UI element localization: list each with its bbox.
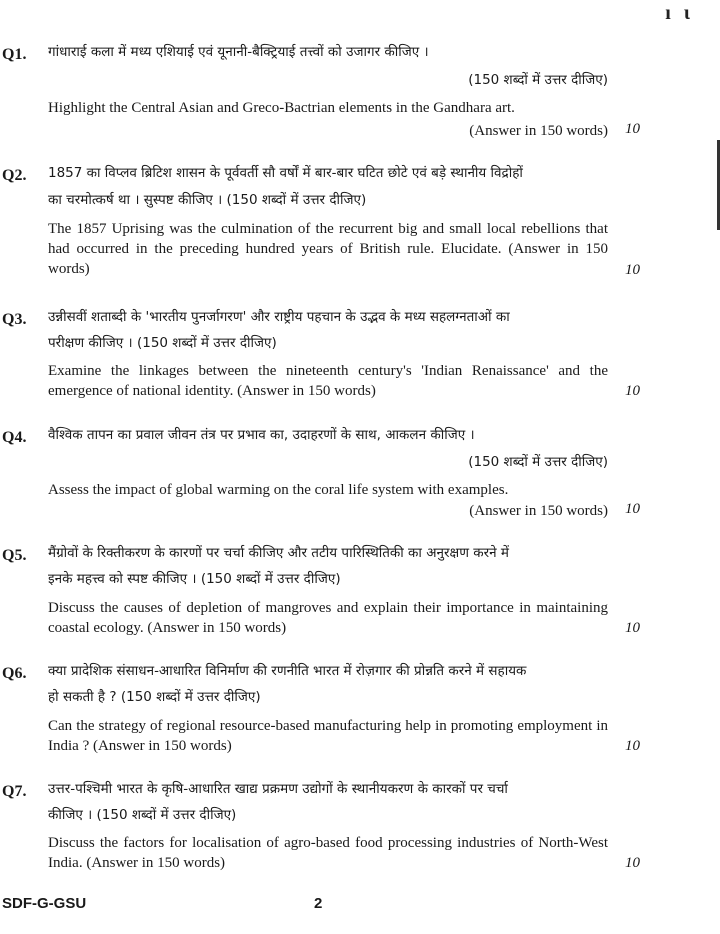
question-hindi-line-2: परीक्षण कीजिए । (150 शब्दों में उत्तर दीजिए) xyxy=(48,335,277,351)
question-number: Q2. xyxy=(2,167,27,184)
question-hindi-line-1: उत्तर-पश्चिमी भारत के कृषि-आधारित खाद्य प्रक्रमण उद्योगों के स्थानीयकरण के कारकों पर चर्चा xyxy=(48,781,508,797)
question-english-word-limit: (Answer in 150 words) xyxy=(469,503,608,519)
paper-code: SDF-G-GSU xyxy=(2,895,87,912)
question-marks: 10 xyxy=(625,262,640,278)
question-marks: 10 xyxy=(625,738,640,754)
question-hindi-line-2: का चरमोत्कर्ष था । सुस्पष्ट कीजिए । (150 शब्दों में उत्तर दीजिए) xyxy=(48,192,367,208)
question-hindi-text: गांधाराई कला में मध्य एशियाई एवं यूनानी-बैक्ट्रियाई तत्त्वों को उजागर कीजिए । xyxy=(48,44,429,60)
question-hindi-line-2: हो सकती है ? (150 शब्दों में उत्तर दीजिए) xyxy=(48,689,261,705)
question-marks: 10 xyxy=(625,620,640,636)
question-english-text: Assess the impact of global warming on the coral life system with examples. xyxy=(48,482,509,498)
question-number: Q6. xyxy=(2,665,27,682)
question-hindi-text: वैश्विक तापन का प्रवाल जीवन तंत्र पर प्रभाव का, उदाहरणों के साथ, आकलन कीजिए । xyxy=(48,427,475,443)
question-english-text: Highlight the Central Asian and Greco-Bactrian elements in the Gandhara art. xyxy=(48,100,515,116)
question-number: Q3. xyxy=(2,311,27,328)
question-hindi-line-2: कीजिए । (150 शब्दों में उत्तर दीजिए) xyxy=(48,807,237,823)
question-number: Q4. xyxy=(2,429,27,446)
question-hindi-line-1: क्या प्रादेशिक संसाधन-आधारित विनिर्माण की रणनीति भारत में रोज़गार की प्रोन्नति करने में सहायक xyxy=(48,663,527,679)
question-hindi-word-limit: (150 शब्दों में उत्तर दीजिए) xyxy=(468,72,608,88)
corner-mark: ı ι xyxy=(665,2,694,24)
page-number: 2 xyxy=(314,895,323,912)
question-number: Q7. xyxy=(2,783,27,800)
question-english-text: Can the strategy of regional resource-based manufacturing help in promoting employment in India ? (Answer in 150 words) xyxy=(48,718,608,754)
question-hindi-line-1: मैंग्रोवों के रिक्तीकरण के कारणों पर चर्चा कीजिए और तटीय पारिस्थितिकी का अनुरक्षण करने में xyxy=(48,545,509,561)
question-english-text: Discuss the causes of depletion of mangroves and explain their importance in maintaining coastal ecology. (Answer in 150 words) xyxy=(48,600,608,636)
question-english-word-limit: (Answer in 150 words) xyxy=(469,123,608,139)
question-english-text: Examine the linkages between the nineteenth century's 'Indian Renaissance' and the emergence of national identity. (Answer in 150 words) xyxy=(48,363,608,399)
question-number: Q5. xyxy=(2,547,27,564)
question-marks: 10 xyxy=(625,855,640,871)
question-hindi-word-limit: (150 शब्दों में उत्तर दीजिए) xyxy=(468,454,608,470)
question-hindi-line-1: उन्नीसवीं शताब्दी के 'भारतीय पुनर्जागरण' और राष्ट्रीय पहचान के उद्भव के मध्य सहलग्नताओं का xyxy=(48,309,510,325)
question-marks: 10 xyxy=(625,383,640,399)
question-number: Q1. xyxy=(2,46,27,63)
question-marks: 10 xyxy=(625,121,640,137)
question-english-text: Discuss the factors for localisation of agro-based food processing industries of North-West India. (Answer in 150 words) xyxy=(48,835,608,871)
question-english-text: The 1857 Uprising was the culmination of the recurrent big and small local rebellions that had occurred in the preceding hundred years of British rule. Elucidate. (Answer in 150 words) xyxy=(48,221,608,277)
question-marks: 10 xyxy=(625,501,640,517)
question-hindi-line-2: इनके महत्त्व को स्पष्ट कीजिए । (150 शब्दों में उत्तर दीजिए) xyxy=(48,571,341,587)
question-hindi-line-1: 1857 का विप्लव ब्रिटिश शासन के पूर्ववर्ती सौ वर्षों में बार-बार घटित छोटे एवं बड़े स्थानीय विद्रोहों xyxy=(48,165,523,181)
